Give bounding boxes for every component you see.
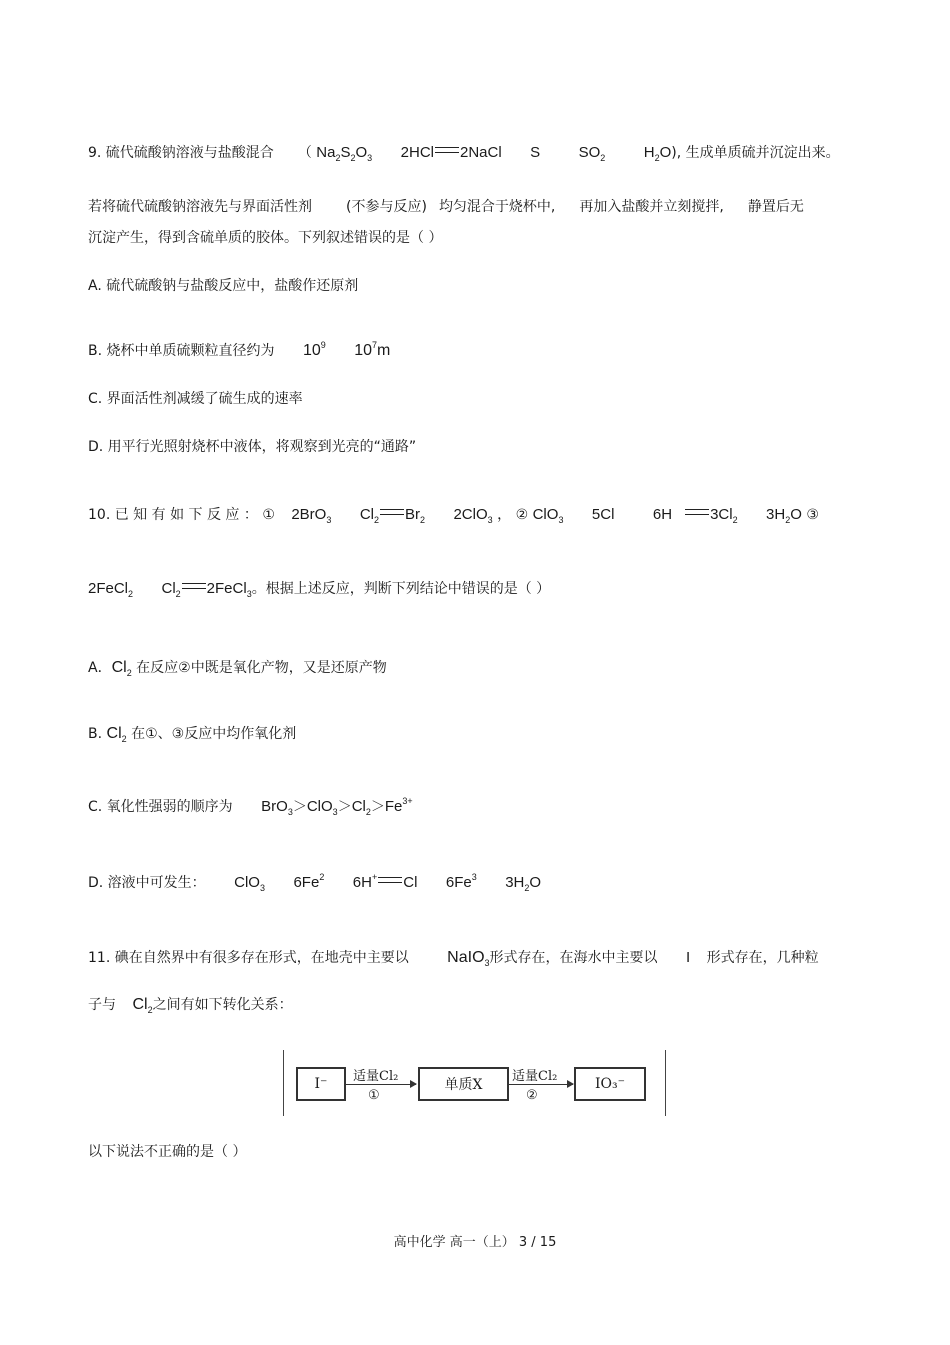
q11-l1-e: 形式存在，几种粒 [706, 950, 819, 966]
q10-r3-a: 2FeCl$_2$ [88, 580, 134, 599]
q11-l2-c: 之间有如下转化关系： [152, 997, 293, 1013]
q10-lead: 10. 已 知 有 如 下 反 应 ： ① [88, 507, 275, 523]
q10-option-a [88, 659, 387, 682]
diagram-box-iodide: I⁻ [296, 1067, 346, 1101]
q11-stem-line1 [88, 949, 819, 972]
equals-sign [182, 583, 206, 589]
q10-d-6: $3H_2O$ [505, 874, 542, 893]
q10-a-pre: A． [88, 660, 112, 676]
q9-line2-e: 静置后无 [747, 199, 804, 215]
gt-sign: ＞ [337, 799, 352, 815]
equals-sign [378, 877, 402, 883]
q10-c-3: $Cl_2$ [351, 798, 371, 817]
q10-option-b [88, 725, 296, 748]
q10-c-pre: C. 氧化性强弱的顺序为 [88, 799, 233, 815]
q10-c-1: BrO$_3$ [261, 798, 293, 817]
arrow1-label-bottom: ① [368, 1088, 380, 1103]
q10-b-pre: B. [88, 726, 103, 742]
q10-c-2: ClO$_3$ [306, 798, 338, 817]
q11-conversion-diagram [283, 1050, 666, 1116]
q9-line2-b: (不参与反应) [346, 199, 427, 215]
equals-sign [685, 509, 709, 515]
gt-sign: ＞ [370, 799, 385, 815]
q9-product-3: $SO_2$ [578, 144, 606, 163]
q10-r2-c: 6H [652, 506, 673, 523]
arrow-right-icon [346, 1084, 416, 1085]
q11-l2-a: 子与 [88, 997, 116, 1013]
q10-r1-a: 2BrO$_3$ [291, 506, 332, 525]
q10-d-4: Cl [403, 874, 418, 891]
q10-r3-c: 2FeCl$_3$ [206, 580, 252, 599]
q11-naio3: NaIO$_3$ [447, 949, 490, 968]
q11-l1-a: 11. 碘在自然界中有很多存在形式，在地壳中主要以 [88, 950, 409, 966]
q9-stem-line3: 沉淀产生，得到含硫单质的胶体。下列叙述错误的是（ ） [88, 230, 443, 246]
q9-reactant-2: 2HCl [400, 144, 434, 161]
q9-stem-line1 [88, 144, 840, 167]
q10-b-post: 在①、③反应中均作氧化剂 [131, 726, 297, 742]
q9-product-4: $H_2O$ [643, 144, 672, 163]
q10-r2-a: ClO$_3$ [532, 506, 564, 525]
q10-r2-d: $3Cl_2$ [710, 506, 738, 525]
q10-r3-tail: 。根据上述反应，判断下列结论中错误的是（ ） [251, 581, 551, 597]
q10-d-pre: D. 溶液中可发生： [88, 875, 206, 891]
q10-r2-b: 5Cl [591, 506, 615, 523]
q9-stem-line2 [88, 198, 804, 216]
diagram-box-element-x: 单质X [418, 1067, 509, 1101]
q9-line2-a: 若将硫代硫酸钠溶液先与界面活性剂 [88, 199, 312, 215]
q10-mark3: ③ [806, 507, 819, 523]
arrow2-label-bottom: ② [526, 1088, 538, 1103]
q10-stem-line2 [88, 580, 550, 603]
q9-option-a: A. 硫代硫酸钠与盐酸反应中，盐酸作还原剂 [88, 278, 359, 294]
q9-line2-c: 均匀混合于烧杯中, [438, 199, 556, 215]
q10-a-cl: $Cl_2$ [111, 659, 132, 678]
q10-r1-d: 2ClO$_3$ [453, 506, 493, 525]
q9-option-c: C. 界面活性剂减缓了硫生成的速率 [88, 391, 303, 407]
q10-option-c [88, 792, 413, 821]
q11-iodide: I [685, 949, 691, 966]
q9-option-b-v2: $10^7m$ [354, 340, 391, 359]
q10-r1-c: $Br_2$ [405, 506, 426, 525]
q10-d-3: 6H+ [352, 872, 378, 891]
diagram-box-iodate: IO₃⁻ [574, 1067, 646, 1101]
q10-option-d [88, 868, 541, 897]
arrow1-label-top: 适量Cl₂ [353, 1069, 399, 1084]
q10-d-5: 6Fe$^3$ [445, 872, 477, 891]
q10-r1-b: $Cl_2$ [359, 506, 379, 525]
arrow-right-icon [509, 1084, 573, 1085]
equals-sign [435, 147, 459, 153]
q10-b-cl: $Cl_2$ [106, 725, 127, 744]
q11-l1-c: 形式存在，在海水中主要以 [489, 950, 658, 966]
q10-d-1: ClO$_3$ [234, 874, 265, 893]
q9-reactant-1: $Na_2S_2O_3$ [316, 144, 373, 163]
q9-option-b-v1: $10^9$ [302, 340, 326, 359]
q10-r2-e: $3H_2O$ [766, 506, 802, 525]
q9-option-d: D. 用平行光照射烧杯中液体，将观察到光亮的“通路” [88, 439, 417, 455]
q11-question: 以下说法不正确的是（ ） [88, 1144, 247, 1160]
arrow2-label-top: 适量Cl₂ [512, 1069, 558, 1084]
q10-r3-b: $Cl_2$ [161, 580, 181, 599]
q9-product-1: 2NaCl [459, 144, 502, 161]
q10-a-post: 在反应②中既是氧化产物，又是还原产物 [136, 660, 387, 676]
q10-c-4: $Fe^{3+}$ [384, 796, 413, 815]
q11-stem-line2 [88, 996, 293, 1019]
gt-sign: ＞ [292, 799, 307, 815]
q9-line2-d: 再加入盐酸并立刻搅拌, [579, 199, 724, 215]
q10-sep2: ， ② [497, 507, 529, 523]
page-footer: 高中化学 高一（上） 3 / 15 [393, 1235, 557, 1250]
q10-d-2: 6Fe$^2$ [293, 872, 325, 891]
equals-sign [380, 509, 404, 515]
q9-lead: 9. 硫代硫酸钠溶液与盐酸混合 [88, 145, 274, 161]
q9-option-b [88, 336, 390, 360]
q9-tail: ), 生成单质硫并沉淀出来。 [671, 145, 840, 161]
q10-stem-line1 [88, 506, 819, 529]
q9-paren: （ [297, 145, 312, 161]
q11-cl2: $Cl_2$ [132, 996, 153, 1015]
q9-product-2: S [530, 144, 541, 161]
q9-option-b-text: B. 烧杯中单质硫颗粒直径约为 [88, 343, 275, 359]
